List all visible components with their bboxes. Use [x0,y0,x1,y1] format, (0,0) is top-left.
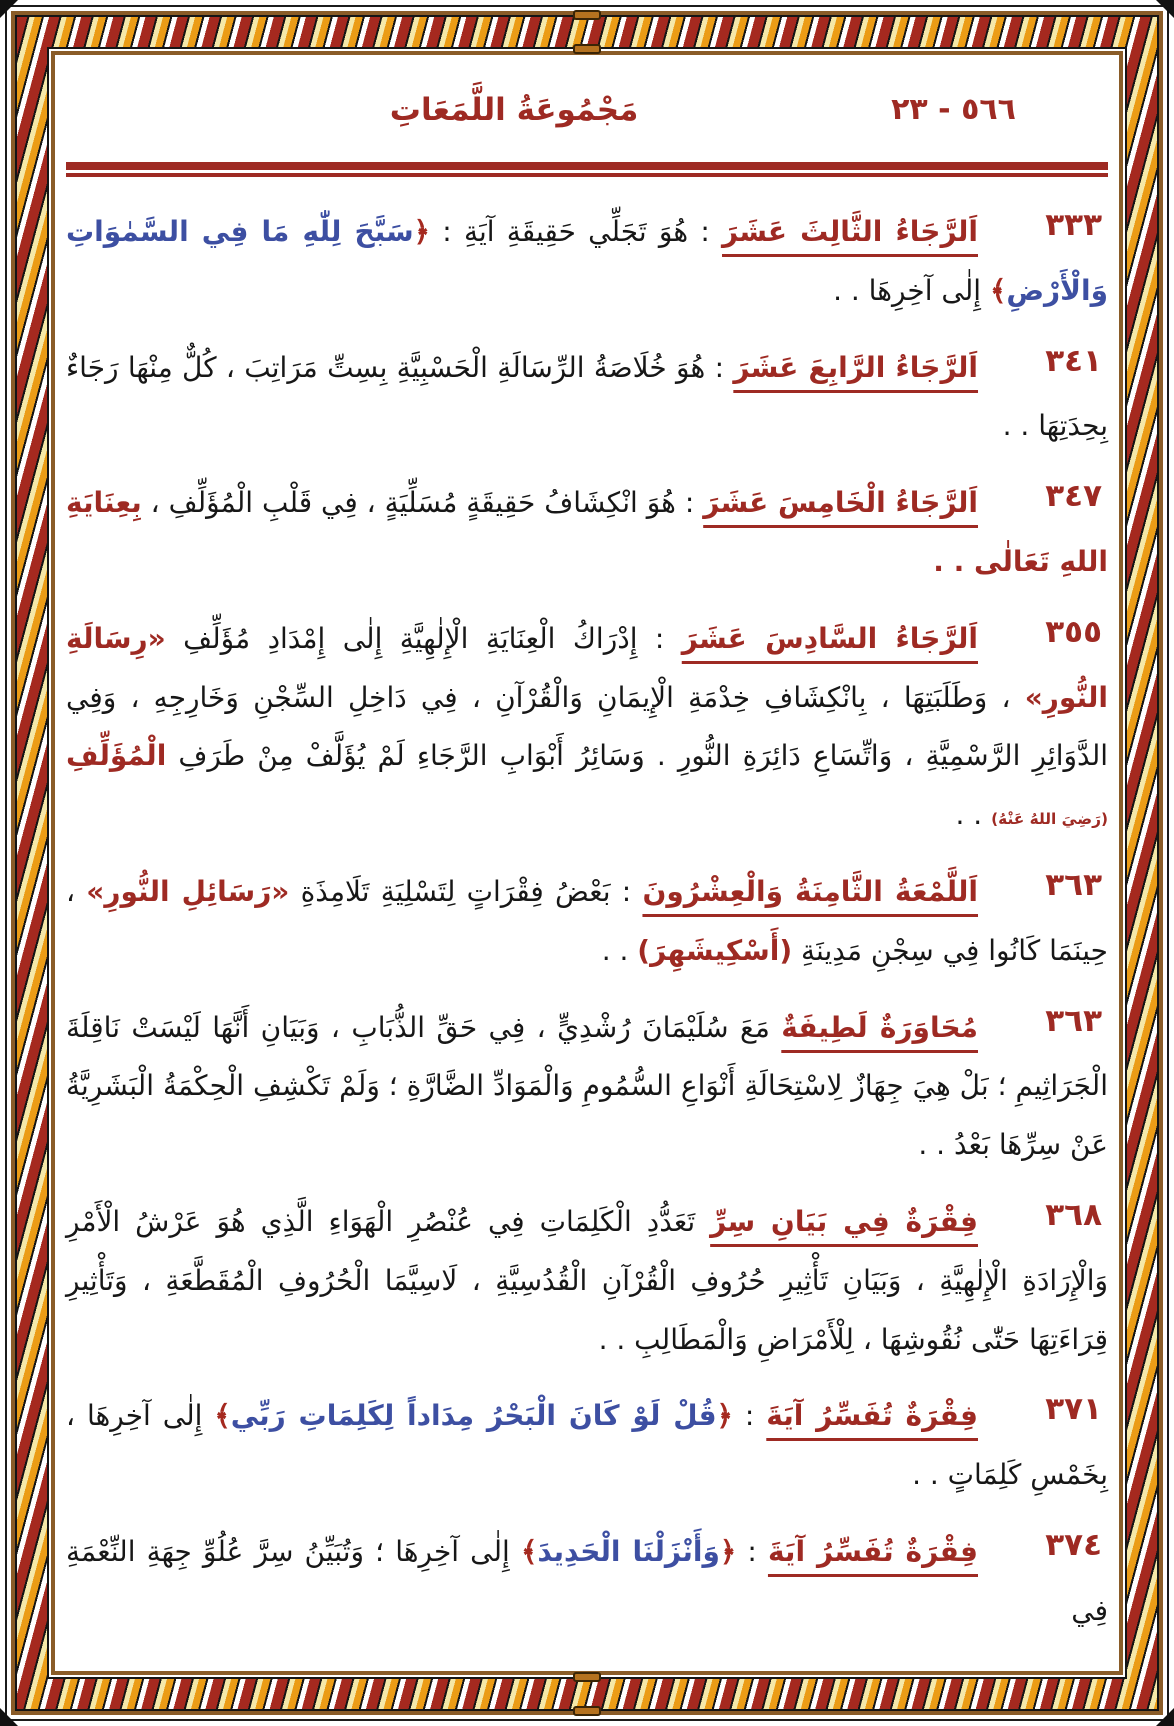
text-segment-verse: وَأَنْزَلْنَا الْحَدِيدَ [537,1534,720,1568]
text-segment-bracket: ﴾ [989,273,1007,307]
text-segment-verse: سَبَّحَ لِلّٰهِ مَا فِي السَّمٰوَاتِ وَالْأَرْضِ [66,215,1108,307]
text-segment-heading: فِقْرَةٌ تُفَسِّرُ آيَةَ [766,1399,978,1433]
index-entry [66,339,1108,457]
text-segment-heading: مُحَاوَرَةٌ لَطِيفَةٌ [781,1010,978,1044]
text-segment-ornament: (رَضِيَ اللهُ عَنْهُ) [991,810,1108,829]
text-segment-normal: تَعَدُّدِ الْكَلِمَاتِ فِي عُنْصُرِ الْهَوَاءِ الَّذِي هُوَ عَرْشُ الْأَمْرِ وَالْإِرَادَةِ الْإِلٰهِيَّةِ ، وَبَيَانِ تَأْثِيرِ حُرُوفِ الْقُرْآنِ الْقُدُسِيَّةِ ، لَاسِيَّمَا الْحُرُوفِ الْمُقَطَّعَةِ ، وَتَأْثِيرِ قِرَاءَتِهَا حَتّٰى نُقُوشِهَا ، لِلْأَمْرَاضِ وَالْمَطَالِبِ . . [66,1204,1108,1356]
index-entry [66,203,1108,321]
page-header [66,78,1108,158]
text-segment-verse: قُلْ لَوْ كَانَ الْبَحْرُ مِدَاداً لِكَلِمَاتِ رَبِّي [230,1399,717,1433]
text-segment-heading: فِقْرَةٌ فِي بَيَانِ سِرِّ [710,1204,978,1238]
entry-number: ٣٦٣ [1045,866,1102,903]
text-segment-red: الْمُؤَلِّفِ [66,739,167,773]
entry-number: ٣٦٣ [1045,1002,1102,1039]
text-segment-normal: إِلٰى آخِرِهَا ، بِخَمْسِ كَلِمَاتٍ . . [66,1399,1108,1492]
entry-number: ٣٧١ [1045,1391,1102,1428]
text-segment-normal: : [732,1399,767,1433]
entry-number: ٣٤١ [1045,342,1102,379]
text-segment-heading: فِقْرَةٌ تُفَسِّرُ آيَةَ [767,1534,978,1568]
text-segment-bracket: ﴿ [413,215,431,248]
text-segment-heading: اَلرَّجَاءُ الرَّابِعَ عَشَرَ [733,350,979,384]
text-segment-heading: اَلرَّجَاءُ الْخَامِسَ عَشَرَ [703,486,978,520]
entry-number: ٣٣٣ [1045,207,1102,243]
frame-corner-spike-top-right [1156,0,1174,18]
page-title: مَجْمُوعَةُ اللَّمَعَاتِ [389,92,639,128]
frame-corner-spike-bottom-right [1156,1708,1174,1726]
entry-number: ٣٤٧ [1045,478,1102,515]
text-segment-normal: . . [601,933,638,967]
text-segment-normal: : بَعْضُ فِقْرَاتٍ لِتَسْلِيَةِ تَلَامِذَةِ [289,874,643,908]
frame-corner-spike-bottom-left [0,1708,18,1726]
text-segment-red: «رَسَائِلِ النُّورِ» [86,874,290,908]
entry-body [66,1387,1108,1505]
text-segment-red: (أَسْكِيشَهِرَ) [637,933,793,967]
entries [66,203,1108,1641]
text-segment-heading: اَلرَّجَاءُ السَّادِسَ عَشَرَ [681,621,978,655]
text-segment-bracket: ﴾ [520,1534,538,1568]
page-number: ٥٦٦ - ٢٣ [891,92,1016,127]
text-segment-normal: : هُوَ خُلَاصَةُ الرِّسَالَةِ الْحَسْبِيَّةِ بِسِتِّ مَرَاتِبَ ، كُلٌّ مِنْهَا رَجَاءٌ بِحِدَتِهَا . . [66,350,1108,443]
entry-body [66,203,1108,321]
entry-body [66,339,1108,457]
page-content [66,62,1108,1664]
text-segment-heading: اَلرَّجَاءُ الثَّالِثَ عَشَرَ [722,215,978,248]
text-segment-normal: ، وَطَلَبَتِهَا ، بِانْكِشَافِ خِدْمَةِ الْإِيمَانِ وَالْقُرْآنِ ، فِي دَاخِلِ السِّجْنِ وَخَارِجِهِ ، وَفِي الدَّوَائِرِ الرَّسْمِيَّةِ ، وَاتِّسَاعِ دَائِرَةِ النُّورِ . وَسَائِرُ أَبْوَابِ الرَّجَاءِ لَمْ يُؤَلَّفْ مِنْ طَرَفِ [66,680,1108,773]
entry-number: ٣٥٥ [1045,613,1102,650]
index-entry [66,863,1108,981]
entry-body [66,863,1108,981]
entry-body [66,610,1108,845]
frame-connector-top-inner [573,44,601,54]
index-entry [66,1387,1108,1505]
entry-body [66,474,1108,592]
entry-number: ٣٦٨ [1045,1196,1102,1233]
index-entry [66,1193,1108,1369]
entry-body [66,999,1108,1175]
header-double-rule [66,162,1108,177]
text-segment-heading: اَللَّمْعَةُ الثَّامِنَةُ وَالْعِشْرُونَ [642,874,979,908]
text-segment-bracket: ﴾ [214,1399,231,1433]
index-entry [66,999,1108,1175]
frame-connector-bottom-inner [573,1672,601,1682]
text-segment-normal: ، حِينَمَا كَانُوا فِي سِجْنِ مَدِينَةِ [66,874,1108,967]
index-entry [66,1523,1108,1641]
entry-body [66,1193,1108,1369]
entry-body [66,1523,1108,1641]
frame-connector-top-outer [573,10,601,20]
text-segment-red: بِعِنَايَةِ اللهِ تَعَالٰى . . [66,486,1108,578]
frame-corner-spike-top-left [0,0,18,18]
text-segment-red: «رِسَالَةِ النُّورِ» [66,621,1108,714]
frame-connector-bottom-outer [573,1706,601,1716]
entry-number: ٣٧٤ [1045,1526,1102,1563]
text-segment-normal: . . [955,798,992,832]
text-segment-normal: مَعَ سُلَيْمَانَ رُشْدِيٍّ ، فِي حَقِّ الذُّبَابِ ، وَبَيَانِ أَنَّهَا لَيْسَتْ نَاقِلَةَ الْجَرَاثِيمِ ؛ بَلْ هِيَ جِهَازٌ لِاسْتِحَالَةِ أَنْوَاعِ السُّمُومِ وَالْمَوَادِّ الضَّارَّةِ ؛ وَلَمْ تَكْشِفِ الْحِكْمَةُ الْبَشَرِيَّةُ عَنْ سِرِّهَا بَعْدُ . . [66,1010,1108,1162]
text-segment-normal: : هُوَ انْكِشَافُ حَقِيقَةٍ مُسَلِّيَةٍ ، فِي قَلْبِ الْمُؤَلِّفِ ، [141,486,704,520]
text-segment-normal: : هُوَ تَجَلِّي حَقِيقَةِ آيَةِ : [430,215,723,248]
text-segment-normal: : إِدْرَاكُ الْعِنَايَةِ الْإِلٰهِيَّةِ إِلٰى إِمْدَادِ مُؤَلِّفِ [165,621,682,655]
index-entry [66,610,1108,845]
text-segment-normal: إِلٰى آخِرِهَا . . [833,273,990,307]
index-entry [66,474,1108,592]
text-segment-normal: إِلٰى آخِرِهَا ؛ وَتُبَيِّنُ سِرَّ عُلُوِّ جِهَةِ النِّعْمَةِ فِي [66,1534,1108,1627]
text-segment-normal: : [736,1534,768,1568]
text-segment-bracket: ﴿ [719,1534,737,1568]
text-segment-bracket: ﴿ [716,1399,733,1433]
